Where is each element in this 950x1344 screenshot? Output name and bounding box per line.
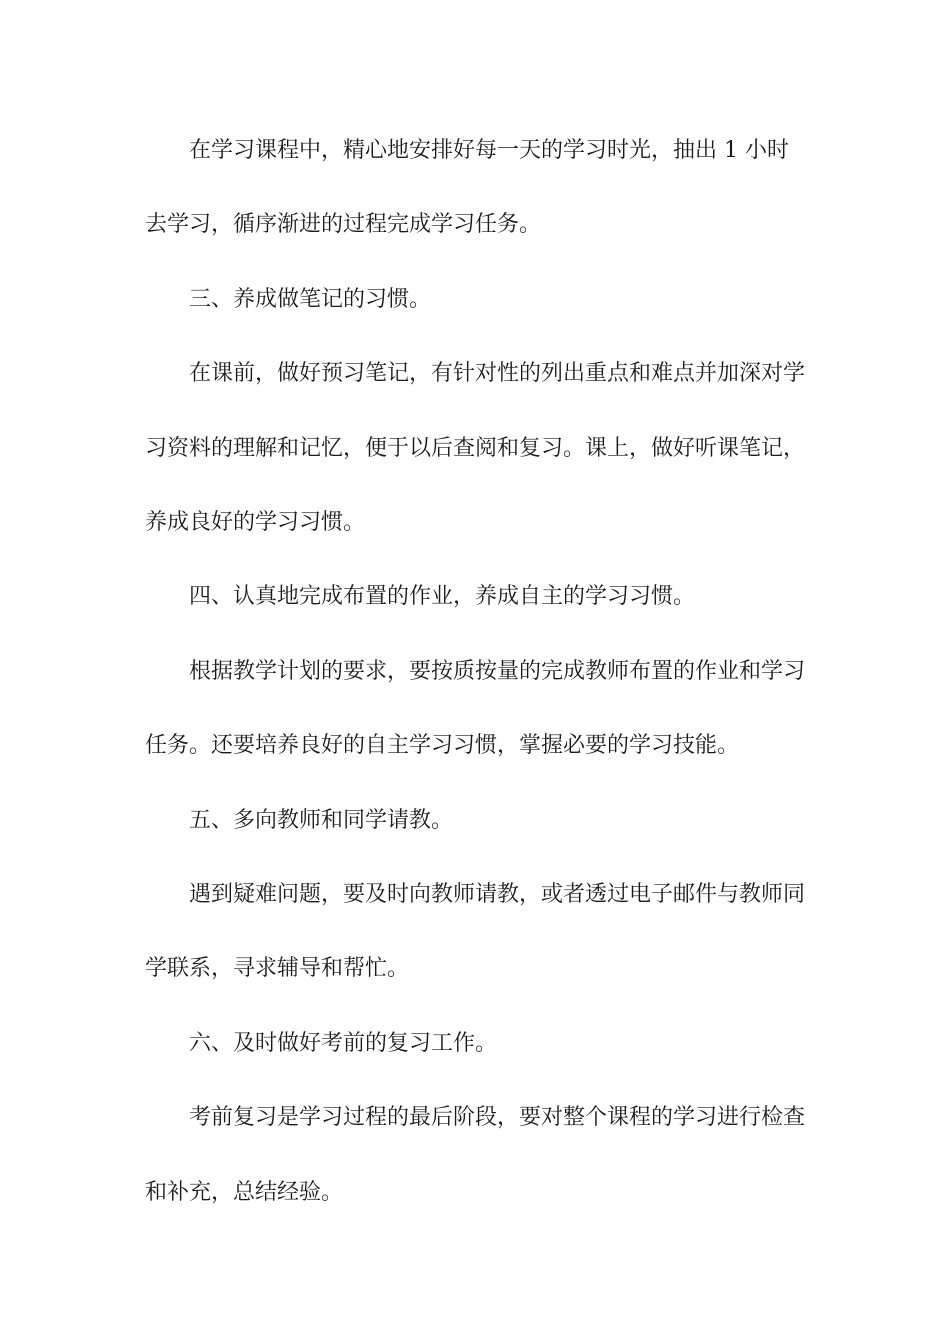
paragraph-note-taking: 在课前，做好预习笔记，有针对性的列出重点和难点并加深对学习资料的理解和记忆，便于以后查阅和复习。课上，做好听课笔记，养成良好的学习习惯。 [145, 361, 806, 536]
paragraph-study-schedule: 在学习课程中，精心地安排好每一天的学习时光，抽出 1 小时去学习，循序渐进的过程完成学习任务。 [145, 138, 789, 238]
paragraph-ask-teachers: 遇到疑难问题，要及时向教师请教，或者透过电子邮件与教师同学联系，寻求辅导和帮忙。 [145, 882, 806, 982]
paragraph-exam-review: 考前复习是学习过程的最后阶段，要对整个课程的学习进行检查和补充，总结经验。 [145, 1105, 806, 1205]
paragraph-homework: 根据教学计划的要求，要按质按量的完成教师布置的作业和学习任务。还要培养良好的自主学习习惯，掌握必要的学习技能。 [145, 658, 806, 759]
heading-homework: 四、认真地完成布置的作业，养成自主的学习习惯。 [189, 584, 696, 610]
document-body [145, 114, 805, 1230]
heading-ask-teachers: 五、多向教师和同学请教。 [189, 807, 454, 833]
heading-note-taking: 三、养成做笔记的习惯。 [189, 286, 432, 312]
heading-exam-review: 六、及时做好考前的复习工作。 [189, 1030, 498, 1056]
